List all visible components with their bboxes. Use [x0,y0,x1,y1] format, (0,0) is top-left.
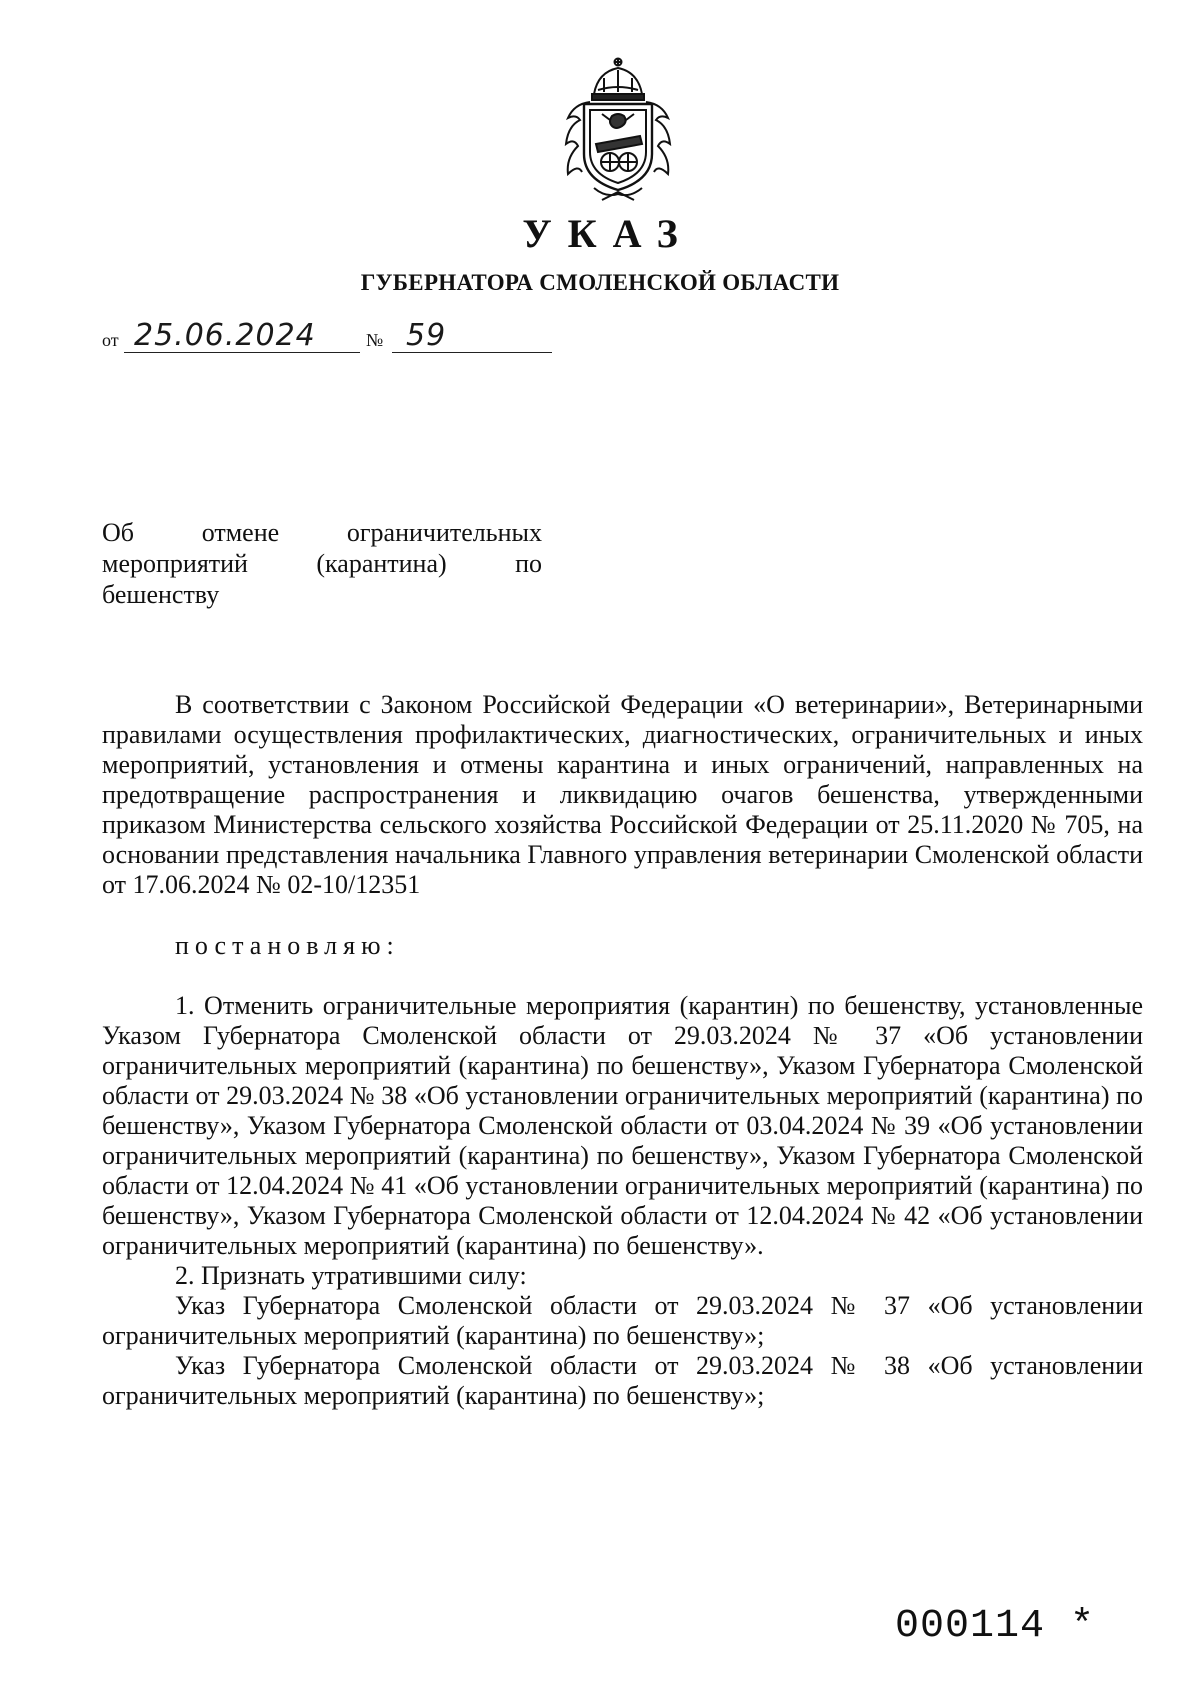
document-title: УКАЗ [522,211,694,256]
coat-of-arms-icon [554,54,682,206]
heading-line-2 [102,548,542,579]
heading-word: по [515,549,542,578]
number-label: № [366,330,384,350]
serial-number: 000114 * [895,1604,1096,1649]
heading-word: (карантина) [316,549,447,578]
decree-word: постановляю: [175,931,400,960]
heading-word: отмене [201,518,280,547]
handwritten-date: 25.06.2024 [134,318,316,353]
document-body [102,690,1143,1411]
item-2-paragraph: 2. Признать утратившими силу: [175,1261,527,1290]
preamble-paragraph: В соответствии с Законом Российской Федерации «О ветеринарии», Ветеринарными правилами осуществления профилактических, диагностических, ограничительных и иных мероприятий, установления и отмены карантина и иных ограничений, направленных на предотвращение распространения и ликвидацию очагов бешенства, утвержденными приказом Министерства сельского хозяйства Российской Федерации от 25.11.2020 № 705, на основании представления начальника Главного управления ветеринарии Смоленской области от 17.06.2024 № 02-10/12351 [102,690,1143,899]
document-subtitle: ГУБЕРНАТОРА СМОЛЕНСКОЙ ОБЛАСТИ [360,270,840,295]
item-1-paragraph: 1. Отменить ограничительные мероприятия (карантин) по бешенству, установленные Указом Губернатора Смоленской области от 29.03.2024 № 37 «Об установлении ограничительных мероприятий (карантина) по бешенству», Указом Губернатора Смоленской области от 29.03.2024 № 38 «Об установлении ограничительных мероприятий (карантина) по бешенству», Указом Губернатора Смоленской области от 03.04.2024 № 39 «Об установлении ограничительных мероприятий (карантина) по бешенству», Указом Губернатора Смоленской области от 12.04.2024 № 41 «Об установлении ограничительных мероприятий (карантина) по бешенству», Указом Губернатора Смоленской области от 12.04.2024 № 42 «Об установлении ограничительных мероприятий (карантина) по бешенству». [102,991,1143,1260]
item-2a-paragraph: Указ Губернатора Смоленской области от 29.03.2024 № 37 «Об установлении ограничительных мероприятий (карантина) по бешенству»; [102,1291,1143,1350]
handwritten-number: 59 [406,318,447,353]
date-from-label: от [102,330,119,350]
heading-word: ограничительных [346,518,542,547]
item-2b-paragraph: Указ Губернатора Смоленской области от 29.03.2024 № 38 «Об установлении ограничительных мероприятий (карантина) по бешенству»; [102,1351,1143,1410]
heading-line-1 [102,517,542,548]
heading-word: мероприятий [102,549,248,578]
document-heading [102,517,542,610]
heading-line-3: бешенству [102,580,220,609]
heading-word: Об [102,518,135,547]
